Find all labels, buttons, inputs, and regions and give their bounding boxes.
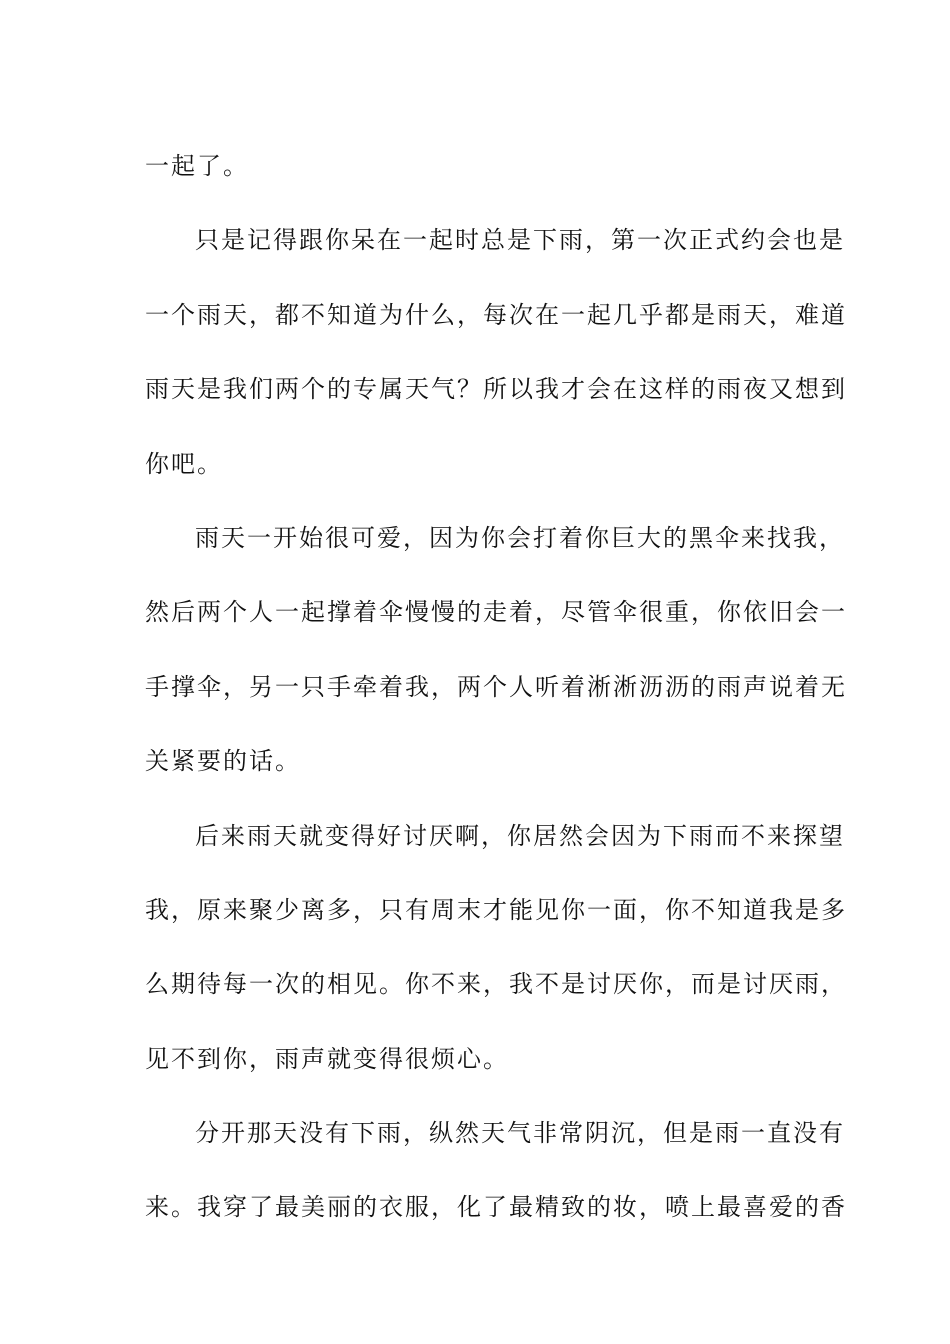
paragraph-1 [145, 129, 800, 203]
text-line: 只是记得跟你呆在一起时总是下雨，第一次正式约会也是 [195, 226, 845, 255]
text-line: 雨天一开始很可爱，因为你会打着你巨大的黑伞来找我， [195, 523, 845, 552]
paragraph-5 [145, 1096, 847, 1245]
text-line: 关紧要的话。 [145, 747, 301, 776]
paragraph-4 [145, 799, 847, 1097]
paragraph-3 [145, 501, 847, 799]
text-line: 见不到你，雨声就变得很烦心。 [145, 1044, 509, 1073]
text-line: 么期待每一次的相见。你不来，我不是讨厌你，而是讨厌雨， [145, 970, 847, 999]
text-line: 你吧。 [145, 449, 223, 478]
text-line: 来。我穿了最美丽的衣服，化了最精致的妆，喷上最喜爱的香 [145, 1193, 847, 1222]
paragraph-2 [145, 203, 847, 501]
text-line: 手撑伞，另一只手牵着我，两个人听着淅淅沥沥的雨声说着无 [145, 672, 847, 701]
text-line: 一起了。 [145, 152, 249, 180]
text-line: 分开那天没有下雨，纵然天气非常阴沉，但是雨一直没有 [195, 1119, 845, 1148]
text-line: 雨天是我们两个的专属天气？所以我才会在这样的雨夜又想到 [145, 375, 847, 404]
text-line: 然后两个人一起撑着伞慢慢的走着，尽管伞很重，你依旧会一 [145, 598, 847, 627]
text-line: 一个雨天，都不知道为什么，每次在一起几乎都是雨天，难道 [145, 300, 847, 329]
text-line: 我，原来聚少离多，只有周末才能见你一面，你不知道我是多 [145, 895, 847, 924]
text-line: 后来雨天就变得好讨厌啊，你居然会因为下雨而不来探望 [195, 821, 845, 850]
body-text [145, 129, 847, 1245]
